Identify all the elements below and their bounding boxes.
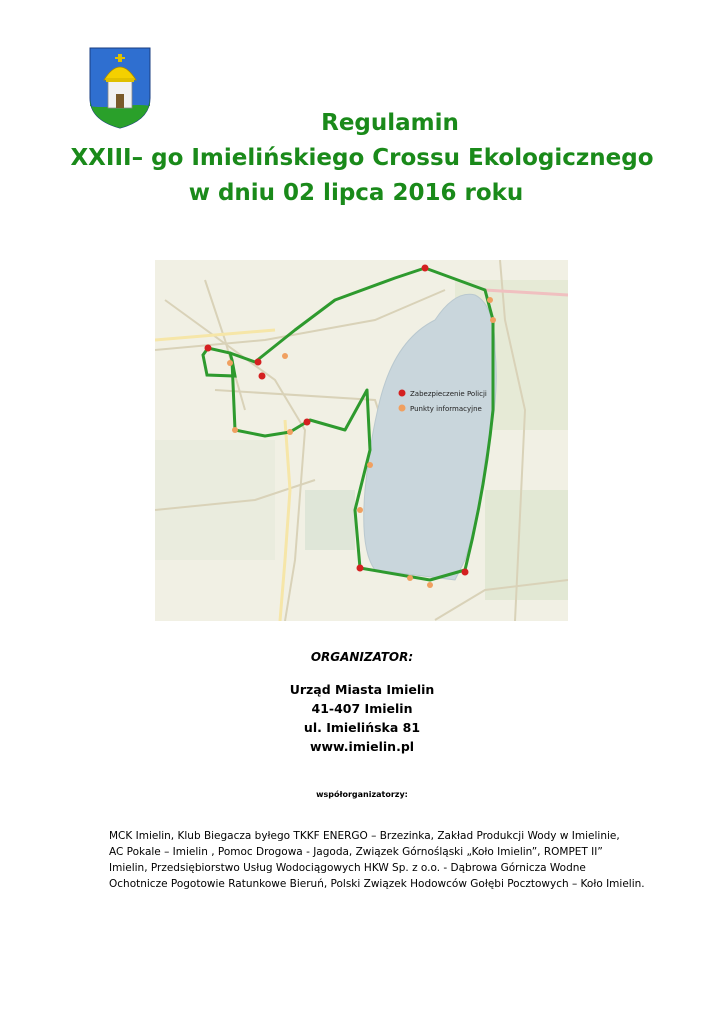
- organizer-postal: 41-407 Imielin: [311, 701, 413, 716]
- organizer-name: Urząd Miasta Imielin: [289, 682, 435, 697]
- legend-police-label: Zabezpieczenie Policji: [410, 390, 487, 398]
- coorganizers-list: [109, 828, 649, 892]
- organizer-street: ul. Imielińska 81: [303, 720, 421, 735]
- legend-police-marker: [399, 390, 406, 397]
- organizer-website[interactable]: www.imielin.pl: [309, 739, 415, 754]
- event-date: w dniu 02 lipca 2016 roku: [188, 180, 524, 206]
- coorganizers-line: Imielin, Przedsiębiorstwo Usług Wodociągowych HKW Sp. z o.o. - Dąbrowa Górnicza Wodne: [109, 862, 586, 874]
- coorganizers-heading: współorganizatorzy:: [316, 790, 408, 799]
- coorganizers-line: MCK Imielin, Klub Biegacza byłego TKKF ENERGO – Brzezinka, Zakład Produkcji Wody w Imielinie,: [109, 830, 620, 842]
- legend-info-label: Punkty informacyjne: [410, 405, 482, 413]
- organizer-heading: ORGANIZATOR:: [310, 650, 414, 664]
- document-title: Regulamin: [321, 110, 459, 136]
- coorganizers-line: Ochotnicze Pogotowie Ratunkowe Bieruń, Polski Związek Hodowców Gołębi Pocztowych – Koło Imielin.: [109, 878, 645, 890]
- coorganizers-line: AC Pokale – Imielin , Pomoc Drogowa - Jagoda, Związek Górnośląski „Koło Imielin”, ROMPET II”: [109, 846, 603, 858]
- legend-info-marker: [399, 405, 406, 412]
- event-name: XXIII– go Imielińskiego Crossu Ekologicznego: [70, 145, 654, 171]
- route-map: [155, 260, 568, 621]
